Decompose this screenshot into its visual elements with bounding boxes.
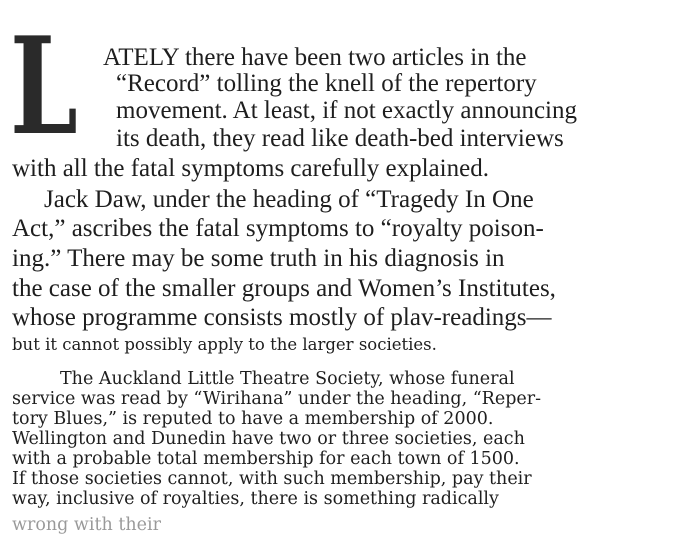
article-line: whose programme consists mostly of plav-readings— xyxy=(12,304,552,331)
article-line: way, inclusive of royalties, there is something radically xyxy=(12,489,499,509)
article-line: but it cannot possibly apply to the larger societies. xyxy=(12,335,437,354)
article-line: service was read by “Wirihana” under the heading, “Reper- xyxy=(12,389,542,409)
article-line: with all the fatal symptoms carefully explained. xyxy=(12,155,489,182)
article-line: with a probable total membership for each town of 1500. xyxy=(12,449,520,469)
article-line: ing.” There may be some truth in his diagnosis in xyxy=(12,245,505,272)
article-line: Jack Daw, under the heading of “Tragedy In One xyxy=(44,186,534,213)
article-line: Act,” ascribes the fatal symptoms to “royalty poison- xyxy=(12,215,544,242)
article-line: wrong with their xyxy=(12,515,161,535)
drop-cap: L xyxy=(10,7,77,165)
article-line: movement. At least, if not exactly announcing xyxy=(116,97,577,124)
article-line: ATELY there have been two articles in the xyxy=(103,44,527,71)
article-line: Wellington and Dunedin have two or three societies, each xyxy=(12,429,525,449)
article-line: tory Blues,” is reputed to have a membership of 2000. xyxy=(12,409,494,429)
article-line: its death, they read like death-bed interviews xyxy=(116,125,564,152)
article-line: The Auckland Little Theatre Society, whose funeral xyxy=(60,369,515,389)
article-line: the case of the smaller groups and Women’s Institutes, xyxy=(12,275,556,302)
article-line: If those societies cannot, with such membership, pay their xyxy=(12,469,532,489)
article-line: “Record” tolling the knell of the repertory xyxy=(116,70,537,97)
